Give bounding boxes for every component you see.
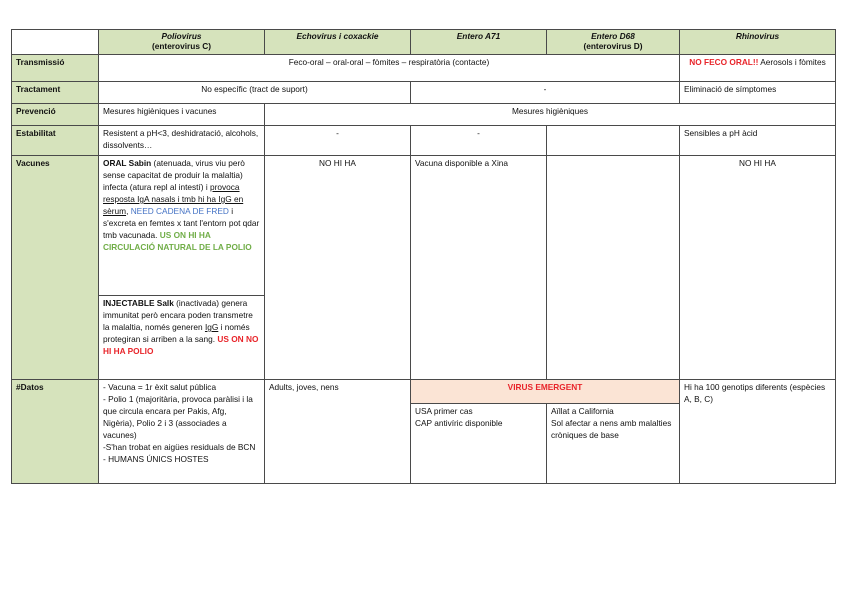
row-datos-top [12,380,836,404]
injectable-salk-title: INJECTABLE Salk [103,298,174,308]
transmissio-shared-cell: Feco-oral – oral-oral – fòmites – respiratòria (contacte) [99,55,680,82]
row-transmissio [12,55,836,82]
injectable-igg-underline: IgG [204,322,219,333]
datos-a71-line: CAP antivíric disponible [415,418,503,429]
estabilitat-d68-cell [547,126,680,156]
header-entero-d68 [547,30,680,55]
vacuna-oral-cell [99,156,265,296]
no-feco-oral-text: NO FECO ORAL!! [689,57,759,67]
header-rhinovirus-name: Rhinovirus [735,31,780,41]
header-echovirus-name: Echovirus i coxackie [296,31,379,41]
header-entero-a71 [411,30,547,55]
estabilitat-a71-cell: - [411,126,547,156]
oral-text-1: (atenuada, virus viu però sense capacitat de produir la malaltia) infecta (atura repl al intestí) i [103,158,245,193]
datos-a71-line: USA primer cas [415,406,473,416]
aerosols-text: Aerosols i fòmites [758,57,826,67]
header-poliovirus-sub: (enterovirus C) [151,41,211,52]
vacunes-rhino-cell: NO HI HA [680,156,836,380]
transmissio-rhino-cell [680,55,836,82]
row-label-datos: #Datos [12,380,99,484]
vacunes-a71-cell: Vacuna disponible a Xina [411,156,547,380]
injectable-text-2: i només protegiran si arriben a la sang. [103,322,250,345]
oral-iga-underline: provoca resposta IgA nasals i tmb hi ha IgG en sèrum [103,182,244,217]
estabilitat-echo-cell: - [265,126,411,156]
header-row [12,30,836,55]
tractament-shared-cell: No específic (tract de suport) [99,82,411,104]
datos-d68-cell [547,404,680,484]
datos-polio-cell [99,380,265,484]
vacunes-echo-cell: NO HI HA [265,156,411,380]
us-circulacio-text: US ON HI HA CIRCULACIÓ NATURAL DE LA POLIO [103,230,252,253]
datos-d68-line: Sol afectar a nens amb malalties cròniques de base [551,418,672,441]
oral-sabin-title: ORAL Sabin [103,158,152,168]
row-prevencio [12,104,836,126]
oral-comma: , [126,206,131,217]
vacuna-injectable-cell [99,296,265,380]
row-label-vacunes: Vacunes [12,156,99,380]
injectable-text-1: (inactivada) genera immunitat però encara poden transmetre la malaltia, només generen [103,298,253,333]
header-poliovirus-name: Poliovirus [161,31,202,41]
header-rhinovirus [680,30,836,55]
row-label-estabilitat: Estabilitat [12,126,99,156]
datos-polio-line: - Polio 1 (majoritària, provoca paràlisi i la que circula encara per Pakis, Afg, Nigèria), Polio 2 i 3 (associades a vacunes) [103,394,253,441]
virus-emergent-cell [411,380,680,404]
estabilitat-polio-cell: Resistent a pH<3, deshidratació, alcohols, dissolvents… [99,126,265,156]
tractament-entero-cell: - [411,82,680,104]
prevencio-shared-cell: Mesures higièniques [265,104,836,126]
tractament-rhino-cell: Eliminació de símptomes [680,82,836,104]
vacunes-d68-cell [547,156,680,380]
corner-cell [12,30,99,55]
row-label-transmissio: Transmissió [12,55,99,82]
oral-text-2: i s'excreta en femtes x tant l'entorn pot qdar tmb vacunada. [103,206,260,241]
header-entero-a71-name: Entero A71 [456,31,501,41]
us-no-polio-text: US ON NO HI HA POLIO [103,334,259,357]
datos-polio-line: -S'han trobat en aigües residuals de BCN [103,442,256,453]
header-echovirus [265,30,411,55]
datos-polio-line: - Vacuna = 1r èxit salut pública [103,382,217,392]
virus-comparison-table [11,29,836,484]
datos-echo-cell: Adults, joves, nens [265,380,411,484]
row-tractament [12,82,836,104]
header-poliovirus [99,30,265,55]
row-vacunes-oral [12,156,836,296]
datos-d68-line: Aïllat a California [551,406,614,416]
row-label-prevencio: Prevenció [12,104,99,126]
virus-emergent-label: VIRUS EMERGENT [507,382,583,392]
datos-rhino-cell: Hi ha 100 genotips diferents (espècies A, B, C) [680,380,836,484]
prevencio-polio-cell: Mesures higièniques i vacunes [99,104,265,126]
estabilitat-rhino-cell: Sensibles a pH àcid [680,126,836,156]
datos-a71-cell [411,404,547,484]
header-entero-d68-sub: (enterovirus D) [583,41,643,52]
header-entero-d68-name: Entero D68 [591,31,635,41]
row-estabilitat [12,126,836,156]
datos-polio-line: - HUMANS ÚNICS HOSTES [103,454,209,465]
row-label-tractament: Tractament [12,82,99,104]
cadena-fred-text: NEED CADENA DE FRED [130,206,229,217]
